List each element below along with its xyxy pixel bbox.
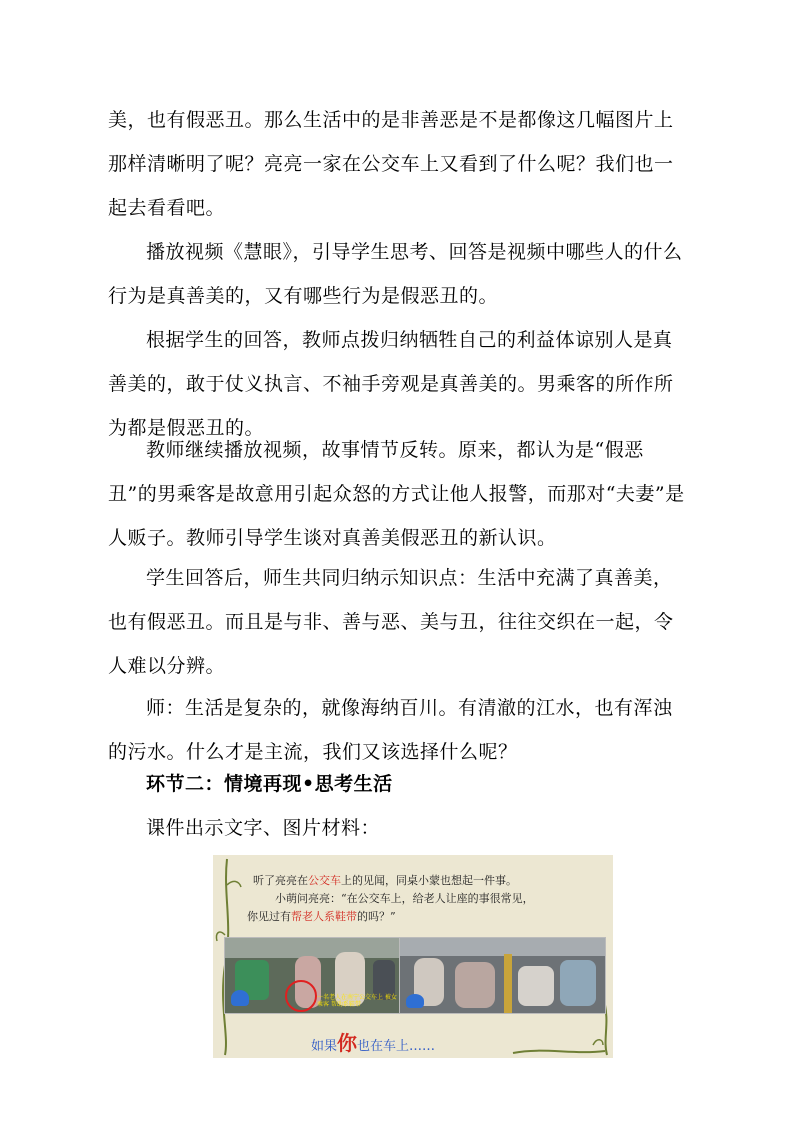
bus-photo-right [399,937,606,1014]
paragraph-2: 播放视频《慧眼》，引导学生思考、回答是视频中哪些人的什么行为是真善美的，又有哪些行为是假恶丑的。 [108,241,683,307]
paragraph-4: 教师继续播放视频，故事情节反转。原来，都认为是“假恶丑”的男乘客是故意用引起众怒的方式让他人报警，而那对“夫妻”是人贩子。教师引导学生谈对真善美假恶丑的新认识。 [108,439,685,549]
slide-bottom-caption: 如果你也在车上…… [311,1031,436,1055]
paragraph-5: 学生回答后，师生共同归纳示知识点：生活中充满了真善美，也有假恶丑。而且是与非、善与恶、美与丑，往往交织在一起，令人难以分辨。 [108,567,674,677]
section-heading: 环节二：情境再现•思考生活 [146,773,393,795]
paragraph-3: 根据学生的回答，教师点拨归纳牺牲自己的利益体谅别人是真善美的，敢于仗义执言、不袖手旁观是真善美的。男乘客的所作所为都是假恶丑的。 [108,329,674,439]
slide-line-3: 你见过有帮老人系鞋带的吗？” [247,910,396,923]
courseware-slide-image [213,855,613,1058]
paragraph-7: 课件出示文字、图片材料： [146,817,381,839]
slide-line-2: 小萌问亮亮：“在公交车上，给老人让座的事很常见， [275,892,534,905]
paragraph-1: 美，也有假恶丑。那么生活中的是非善恶是不是都像这几幅图片上那样清晰明了呢？亮亮一家在公交车上又看到了什么呢？我们也一起去看看吧。 [108,109,674,219]
slide-line-1: 听了亮亮在公交车上的见闻，同桌小蒙也想起一件事。 [253,874,517,887]
paragraph-6: 师：生活是复杂的，就像海纳百川。有清澈的江水，也有浑浊的污水。什么才是主流，我们又该选择什么呢？ [108,697,673,763]
photo-caption: 一名老人在南宁公交车上 被女乘客 帮助系鞋带 [317,994,397,1008]
bus-photo-left [224,937,401,1014]
